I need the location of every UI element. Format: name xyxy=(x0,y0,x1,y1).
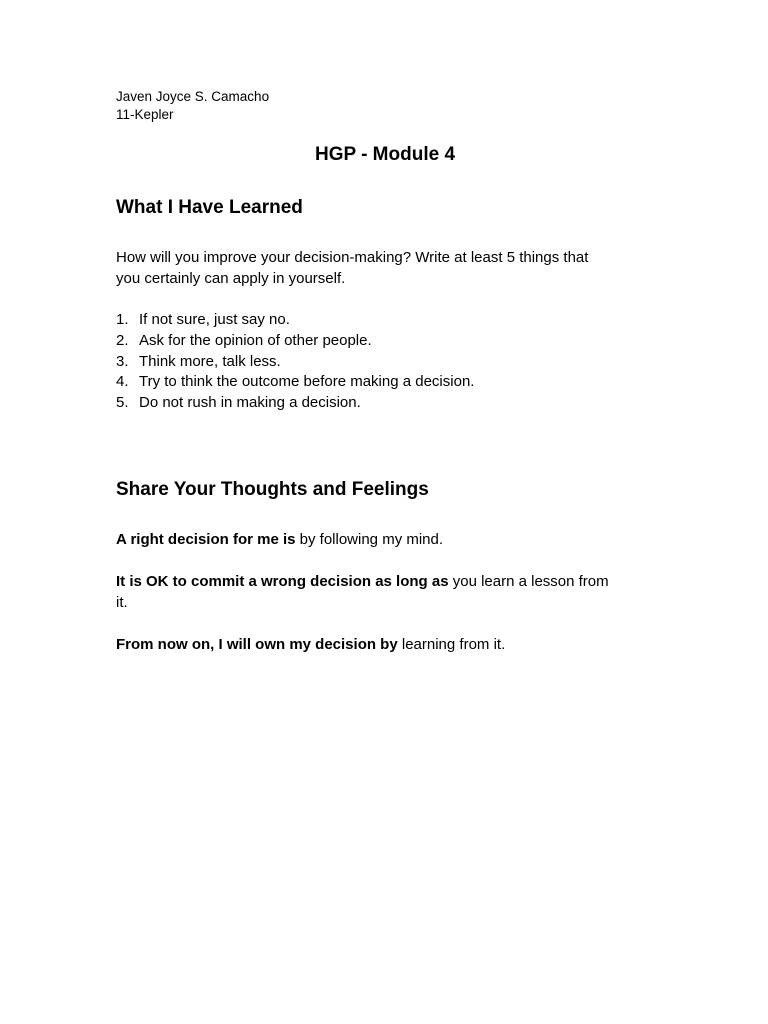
list-item xyxy=(116,331,474,352)
learned-prompt-line-1: How will you improve your decision-making? Write at least 5 things that xyxy=(116,249,589,266)
student-header xyxy=(116,88,269,124)
list-item-text: Do not rush in making a decision. xyxy=(139,394,361,412)
list-item-text: Try to think the outcome before making a decision. xyxy=(139,373,475,391)
student-name: Javen Joyce S. Camacho xyxy=(116,89,270,104)
list-item-text: Ask for the opinion of other people. xyxy=(139,331,372,349)
right-decision-lead: A right decision for me is xyxy=(116,531,296,548)
list-item-text: If not sure, just say no. xyxy=(139,311,290,328)
wrong-decision-paragraph xyxy=(116,571,656,613)
list-item xyxy=(116,310,474,331)
list-item-number: 4. xyxy=(116,373,129,391)
wrong-decision-lead: It is OK to commit a wrong decision as long as xyxy=(116,573,449,590)
learned-prompt xyxy=(116,247,656,289)
document-title: HGP - Module 4 xyxy=(314,144,456,165)
wrong-decision-answer-line-1: you learn a lesson from xyxy=(448,573,609,590)
right-decision-paragraph xyxy=(116,529,656,550)
wrong-decision-answer-line-2: it. xyxy=(116,594,128,611)
share-thoughts-heading: Share Your Thoughts and Feelings xyxy=(116,479,429,500)
own-decision-paragraph xyxy=(116,634,656,655)
learned-prompt-line-2: you certainly can apply in yourself. xyxy=(116,270,346,287)
list-item-number: 5. xyxy=(116,394,129,412)
list-item-number: 3. xyxy=(116,352,129,370)
own-decision-answer: learning from it. xyxy=(397,636,506,653)
list-item-text: Think more, talk less. xyxy=(139,352,281,370)
what-i-have-learned-heading: What I Have Learned xyxy=(116,197,303,218)
list-item-number: 2. xyxy=(116,331,129,349)
decision-making-list xyxy=(116,310,474,414)
list-item-number: 1. xyxy=(116,311,129,328)
list-item xyxy=(116,393,474,414)
list-item xyxy=(116,352,474,373)
student-section: 11-Kepler xyxy=(116,107,174,122)
right-decision-answer: by following my mind. xyxy=(295,531,444,548)
list-item xyxy=(116,372,474,393)
own-decision-lead: From now on, I will own my decision by xyxy=(116,636,398,653)
